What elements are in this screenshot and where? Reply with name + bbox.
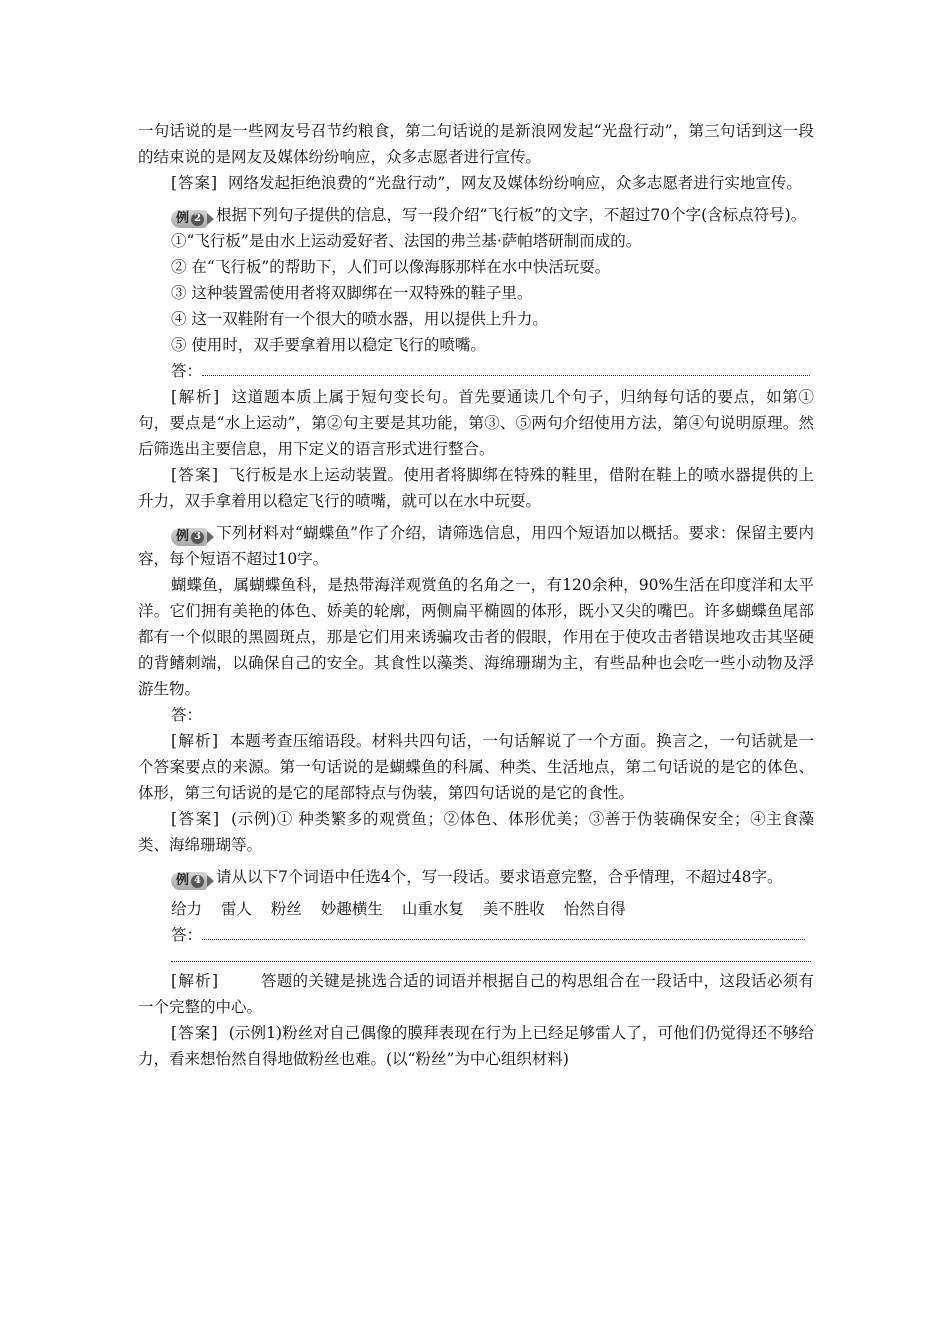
example3-analysis [138,728,814,806]
answer-blank-continued [171,948,811,962]
document-content [138,118,814,1072]
example4-answer [138,1020,814,1072]
word-item: 雷人 [220,900,252,918]
analysis-tag: [解析] [171,388,221,406]
example2-item-4: ④ 这一双鞋附有一个很大的喷水器，用以提供上升力。 [171,310,548,328]
answer-prompt: 答： [171,926,203,944]
word-item: 粉丝 [270,900,302,918]
example3-question [138,520,814,572]
answer-text: 飞行板是水上运动装置。使用者将脚绑在特殊的鞋里，借附在鞋上的喷水器提供的上升力，双手拿着用以稳定飞行的喷嘴，就可以在水中玩耍。 [138,466,814,510]
word-item: 美不胜收 [482,900,545,918]
question-text: 下列材料对“蝴蝶鱼”作了介绍，请筛选信息，用四个短语加以概括。要求：保留主要内容，每个短语不超过10字。 [138,524,814,568]
example4-word-list [138,896,814,922]
example2-answer [138,462,814,514]
example-badge-icon: 例 4 [171,872,214,890]
example2-item-1: ①“飞行板”是由水上运动爱好者、法国的弗兰基·萨帕塔研制而成的。 [171,232,642,250]
example2-question [138,202,814,228]
example3-answer-prompt: 答： [171,706,203,724]
answer-tag: [答案] [171,466,220,484]
example-badge-icon: 例 2 [171,210,214,228]
analysis-text: 答题的关键是挑选合适的词语并根据自己的构思组合在一段话中，这段话必须有一个完整的中心。 [138,972,814,1016]
question-text: 请从以下7个词语中任选4个，写一段话。要求语意完整，合乎情理，不超过48字。 [216,868,783,886]
answer-tag: [答案] [171,810,220,828]
analysis-tag: [解析] [171,972,220,990]
example4-analysis [138,968,814,1020]
answer-blank [202,374,810,376]
analysis-text: 这道题本质上属于短句变长句。首先要通读几个句子，归纳每句话的要点，如第①句，要点是“水上运动”，第②句主要是其功能，第③、⑤两句介绍使用方法，第④句说明原理。然后筛选出主要信息，用下定义的语言形式进行整合。 [138,388,814,458]
example3-material: 蝴蝶鱼，属蝴蝶鱼科，是热带海洋观赏鱼的名角之一，有120余种，90%生活在印度洋和太平洋。它们拥有美艳的体色、娇美的轮廓，两侧扁平椭圆的体形，既小又尖的嘴巴。许多蝴蝶鱼尾部都有一个似眼的黑圆斑点，那是它们用来诱骗攻击者的假眼，作用在于使攻击者错误地攻击其坚硬的背鳍刺端，以确保自己的安全。其食性以藻类、海绵珊瑚为主，有些品种也会吃一些小动物及浮游生物。 [138,576,814,698]
answer-text: 网络发起拒绝浪费的“光盘行动”，网友及媒体纷纷响应，众多志愿者进行实地宣传。 [227,174,802,192]
answer-blank [202,938,805,940]
word-item: 妙趣横生 [320,900,383,918]
word-item: 山重水复 [401,900,464,918]
word-item: 给力 [171,900,203,918]
question-text: 根据下列句子提供的信息，写一段介绍“飞行板”的文字，不超过70个字(含标点符号)。 [216,206,807,224]
answer-tag: [答案] [171,1024,219,1042]
example3-answer [138,806,814,858]
example2-item-2: ② 在“飞行板”的帮助下，人们可以像海豚那样在水中快活玩耍。 [171,258,611,276]
answer-text: (示例)① 种类繁多的观赏鱼；②体色、体形优美；③善于伪装确保安全；④主食藻类、海绵珊瑚等。 [138,810,814,854]
example4-answer-line [138,922,814,948]
answer-prompt: 答： [171,362,203,380]
example2-item-3: ③ 这种装置需使用者将双脚绑在一双特殊的鞋子里。 [171,284,533,302]
example2-answer-line [138,358,814,384]
intro-answer [138,170,814,196]
analysis-text: 本题考查压缩语段。材料共四句话，一句话解说了一个方面。换言之，一句话就是一个答案要点的来源。第一句话说的是蝴蝶鱼的科属、种类、生活地点，第二句话说的是它的体色、体形，第三句话说的是它的尾部特点与伪装，第四句话说的是它的食性。 [138,732,814,802]
example4-question [138,864,814,890]
example2-analysis [138,384,814,462]
answer-text: (示例1)粉丝对自己偶像的膜拜表现在行为上已经足够雷人了，可他们仍觉得还不够给力，看来想怡然自得地做粉丝也难。(以“粉丝”为中心组织材料) [138,1024,814,1068]
analysis-tag: [解析] [171,732,220,750]
intro-analysis-continuation: 一句话说的是一些网友号召节约粮食，第二句话说的是新浪网发起“光盘行动”，第三句话到这一段的结束说的是网友及媒体纷纷响应，众多志愿者进行宣传。 [138,122,814,166]
example2-item-5: ⑤ 使用时，双手要拿着用以稳定飞行的喷嘴。 [171,336,486,354]
word-item: 怡然自得 [563,900,626,918]
example-badge-icon: 例 3 [171,528,214,546]
answer-tag: [答案] [171,174,219,192]
